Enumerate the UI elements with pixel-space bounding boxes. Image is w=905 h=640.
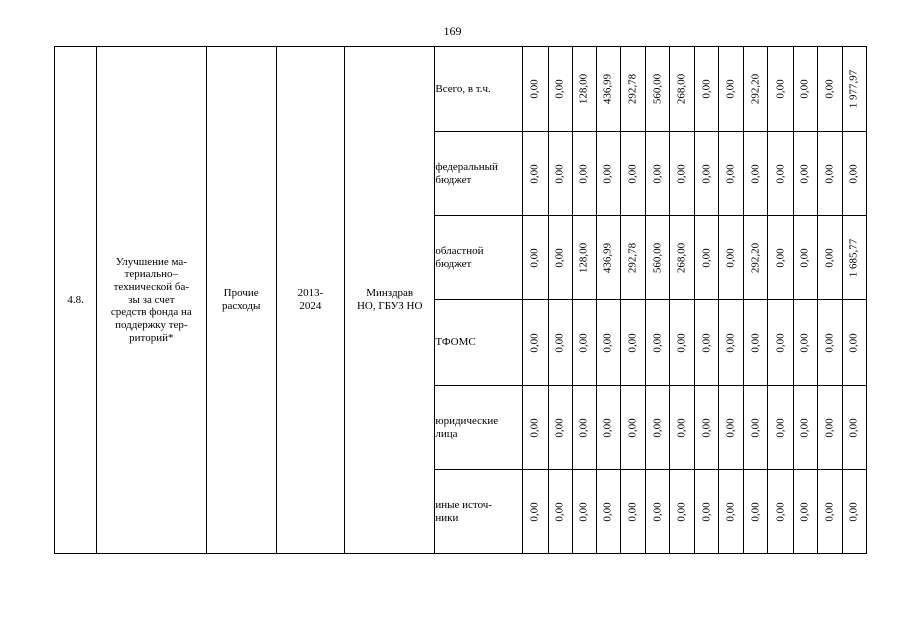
value-cell: [646, 470, 670, 554]
value-cell: [695, 132, 719, 216]
measure-name-line: средств фонда на: [110, 306, 192, 319]
value-text: 1 977,97: [848, 69, 861, 109]
value-cell: [842, 132, 866, 216]
value-text: 0,00: [725, 501, 738, 522]
value-cell: [695, 300, 719, 386]
expense-type-line: расходы: [221, 300, 261, 312]
value-text: 0,00: [848, 332, 861, 353]
expense-type-cell: [206, 47, 276, 554]
value-text: 0,00: [626, 501, 639, 522]
value-text: 128,00: [578, 242, 591, 273]
value-text: 0,00: [651, 501, 664, 522]
funding-source-line: бюджет: [435, 173, 472, 186]
value-text: 0,00: [774, 417, 787, 438]
period-cell: [276, 47, 344, 554]
value-text: 0,00: [848, 417, 861, 438]
funding-source-line: бюджет: [435, 257, 472, 270]
expense-type-line: Прочие: [223, 287, 259, 300]
value-text: 0,00: [553, 79, 566, 99]
value-cell: [793, 386, 817, 470]
value-text: 292,20: [749, 73, 762, 105]
value-text: 436,99: [602, 242, 615, 273]
value-cell: [596, 470, 620, 554]
value-cell: [817, 470, 842, 554]
value-text: 0,00: [749, 163, 762, 184]
value-cell: [719, 132, 744, 216]
value-cell: [522, 470, 548, 554]
value-text: 0,00: [528, 332, 541, 353]
value-text: 0,00: [578, 417, 591, 438]
value-text: 0,00: [774, 247, 787, 268]
value-cell: [842, 470, 866, 554]
value-text: 0,00: [626, 332, 639, 353]
value-text: 0,00: [798, 417, 811, 438]
value-text: 0,00: [798, 79, 811, 99]
value-cell: [768, 47, 793, 132]
value-cell: [695, 47, 719, 132]
value-cell: [572, 300, 596, 386]
value-cell: [621, 386, 646, 470]
value-cell: [744, 386, 768, 470]
executor-cell: [345, 47, 435, 554]
value-text: 0,00: [774, 332, 787, 353]
value-text: 292,20: [749, 242, 762, 273]
value-text: 0,00: [823, 332, 836, 353]
funding-source-line: ники: [435, 511, 459, 524]
value-cell: [768, 216, 793, 300]
value-text: 268,00: [675, 242, 688, 273]
value-cell: [548, 132, 572, 216]
value-text: 0,00: [823, 417, 836, 438]
value-text: 0,00: [725, 79, 738, 99]
value-cell: [621, 132, 646, 216]
value-text: 128,00: [578, 73, 591, 105]
value-cell: [548, 300, 572, 386]
value-cell: [793, 216, 817, 300]
measure-name-line: технической ба-: [113, 281, 190, 294]
value-cell: [548, 216, 572, 300]
value-text: 0,00: [749, 417, 762, 438]
value-cell: [817, 132, 842, 216]
value-cell: [817, 216, 842, 300]
value-cell: [670, 386, 695, 470]
value-cell: [793, 47, 817, 132]
value-cell: [719, 300, 744, 386]
value-cell: [817, 47, 842, 132]
value-cell: [646, 47, 670, 132]
value-cell: [621, 47, 646, 132]
funding-source-label: [435, 470, 522, 554]
value-text: 0,00: [675, 163, 688, 184]
value-text: 0,00: [725, 247, 738, 268]
value-cell: [548, 47, 572, 132]
value-cell: [572, 216, 596, 300]
value-cell: [695, 470, 719, 554]
value-text: 0,00: [602, 163, 615, 184]
funding-source-line: юридические: [435, 414, 499, 427]
value-text: 0,00: [700, 163, 713, 184]
value-cell: [522, 386, 548, 470]
value-cell: [646, 216, 670, 300]
value-cell: [548, 470, 572, 554]
value-text: 0,00: [675, 417, 688, 438]
value-text: 0,00: [700, 417, 713, 438]
value-text: 0,00: [749, 501, 762, 522]
value-text: 0,00: [700, 247, 713, 268]
funding-source-label: [435, 47, 522, 132]
value-cell: [522, 132, 548, 216]
value-text: 0,00: [528, 247, 541, 268]
budget-table: [54, 46, 867, 554]
value-cell: [793, 470, 817, 554]
page-number: 169: [443, 24, 462, 38]
measure-name-cell: [97, 47, 206, 554]
value-cell: [522, 216, 548, 300]
value-text: 0,00: [578, 501, 591, 522]
value-text: 436,99: [602, 73, 615, 105]
value-cell: [670, 47, 695, 132]
value-cell: [768, 386, 793, 470]
value-text: 0,00: [798, 163, 811, 184]
value-cell: [793, 300, 817, 386]
value-cell: [842, 216, 866, 300]
row-number-cell: 4.8.: [55, 47, 97, 554]
funding-source-line: ТФОМС: [435, 336, 476, 349]
value-cell: [768, 300, 793, 386]
funding-source-label: [435, 216, 522, 300]
value-text: 0,00: [700, 501, 713, 522]
value-cell: [817, 386, 842, 470]
executor-line: Минздрав: [366, 287, 414, 300]
value-text: 0,00: [823, 163, 836, 184]
funding-source-line: иные источ-: [435, 498, 492, 511]
value-text: 0,00: [626, 417, 639, 438]
value-text: 0,00: [651, 417, 664, 438]
value-text: 0,00: [651, 163, 664, 184]
value-text: 0,00: [798, 332, 811, 353]
value-cell: [744, 300, 768, 386]
value-cell: [744, 216, 768, 300]
value-text: 0,00: [553, 163, 566, 184]
funding-source-line: лица: [435, 427, 458, 440]
value-text: 0,00: [578, 332, 591, 353]
value-text: 0,00: [528, 417, 541, 438]
value-cell: [842, 47, 866, 132]
value-text: 0,00: [675, 332, 688, 353]
period-line: 2024: [299, 300, 322, 312]
funding-source-label: [435, 132, 522, 216]
value-text: 0,00: [602, 501, 615, 522]
value-cell: [670, 216, 695, 300]
value-cell: [719, 216, 744, 300]
funding-source-line: областной: [435, 244, 484, 257]
value-cell: [793, 132, 817, 216]
value-text: 0,00: [528, 501, 541, 522]
value-text: 0,00: [553, 332, 566, 353]
value-text: 0,00: [675, 501, 688, 522]
period-line: 2013-: [297, 287, 324, 300]
value-cell: [695, 386, 719, 470]
value-text: 560,00: [651, 242, 664, 273]
value-cell: [572, 47, 596, 132]
value-text: 0,00: [700, 79, 713, 99]
funding-source-line: Всего, в т.ч.: [435, 82, 491, 95]
value-cell: [621, 470, 646, 554]
value-cell: [695, 216, 719, 300]
value-text: 0,00: [553, 247, 566, 268]
value-text: 0,00: [528, 79, 541, 99]
value-cell: [842, 386, 866, 470]
value-text: 0,00: [725, 332, 738, 353]
value-cell: [744, 470, 768, 554]
value-text: 0,00: [774, 163, 787, 184]
value-cell: [744, 47, 768, 132]
value-cell: [548, 386, 572, 470]
value-text: 0,00: [578, 163, 591, 184]
value-cell: [842, 300, 866, 386]
value-text: 560,00: [651, 73, 664, 105]
value-cell: [719, 386, 744, 470]
value-cell: [768, 132, 793, 216]
value-cell: [719, 470, 744, 554]
value-text: 268,00: [675, 73, 688, 105]
value-text: 0,00: [528, 163, 541, 184]
value-text: 0,00: [798, 247, 811, 268]
value-text: 0,00: [798, 501, 811, 522]
executor-line: НО, ГБУЗ НО: [356, 300, 423, 312]
measure-name-line: риторий*: [129, 331, 174, 344]
value-text: 292,78: [626, 73, 639, 105]
value-cell: [670, 300, 695, 386]
value-text: 0,00: [553, 501, 566, 522]
value-cell: [670, 470, 695, 554]
value-cell: [522, 47, 548, 132]
value-text: 0,00: [749, 332, 762, 353]
value-text: 0,00: [823, 79, 836, 99]
value-cell: [768, 470, 793, 554]
value-text: 292,78: [626, 242, 639, 273]
table-row: [55, 47, 867, 132]
measure-name-line: поддержку тер-: [115, 318, 188, 331]
value-cell: [646, 132, 670, 216]
value-text: 0,00: [602, 417, 615, 438]
value-text: 0,00: [774, 501, 787, 522]
value-text: 0,00: [725, 417, 738, 438]
value-cell: [719, 47, 744, 132]
value-cell: [670, 132, 695, 216]
value-cell: [572, 132, 596, 216]
value-text: 0,00: [626, 163, 639, 184]
value-text: 0,00: [774, 79, 787, 99]
measure-name-line: Улучшение ма-: [115, 255, 187, 268]
value-cell: [522, 300, 548, 386]
value-cell: [817, 300, 842, 386]
value-cell: [621, 300, 646, 386]
value-cell: [596, 386, 620, 470]
value-cell: [744, 132, 768, 216]
value-text: 0,00: [725, 163, 738, 184]
funding-source-line: федеральный: [435, 160, 498, 173]
value-text: 1 685,77: [848, 238, 861, 277]
value-cell: [596, 132, 620, 216]
value-text: 0,00: [823, 501, 836, 522]
value-cell: [572, 386, 596, 470]
value-cell: [572, 470, 596, 554]
measure-name-line: зы за счет: [128, 293, 175, 306]
funding-source-label: [435, 300, 522, 386]
value-text: 0,00: [848, 163, 861, 184]
value-text: 0,00: [553, 417, 566, 438]
funding-source-label: [435, 386, 522, 470]
value-text: 0,00: [602, 332, 615, 353]
value-cell: [596, 216, 620, 300]
value-cell: [596, 47, 620, 132]
value-text: 0,00: [848, 501, 861, 522]
value-text: 0,00: [823, 247, 836, 268]
value-cell: [596, 300, 620, 386]
value-cell: [621, 216, 646, 300]
value-cell: [646, 386, 670, 470]
value-cell: [646, 300, 670, 386]
measure-name-line: териально–: [124, 268, 179, 281]
value-text: 0,00: [700, 332, 713, 353]
value-text: 0,00: [651, 332, 664, 353]
